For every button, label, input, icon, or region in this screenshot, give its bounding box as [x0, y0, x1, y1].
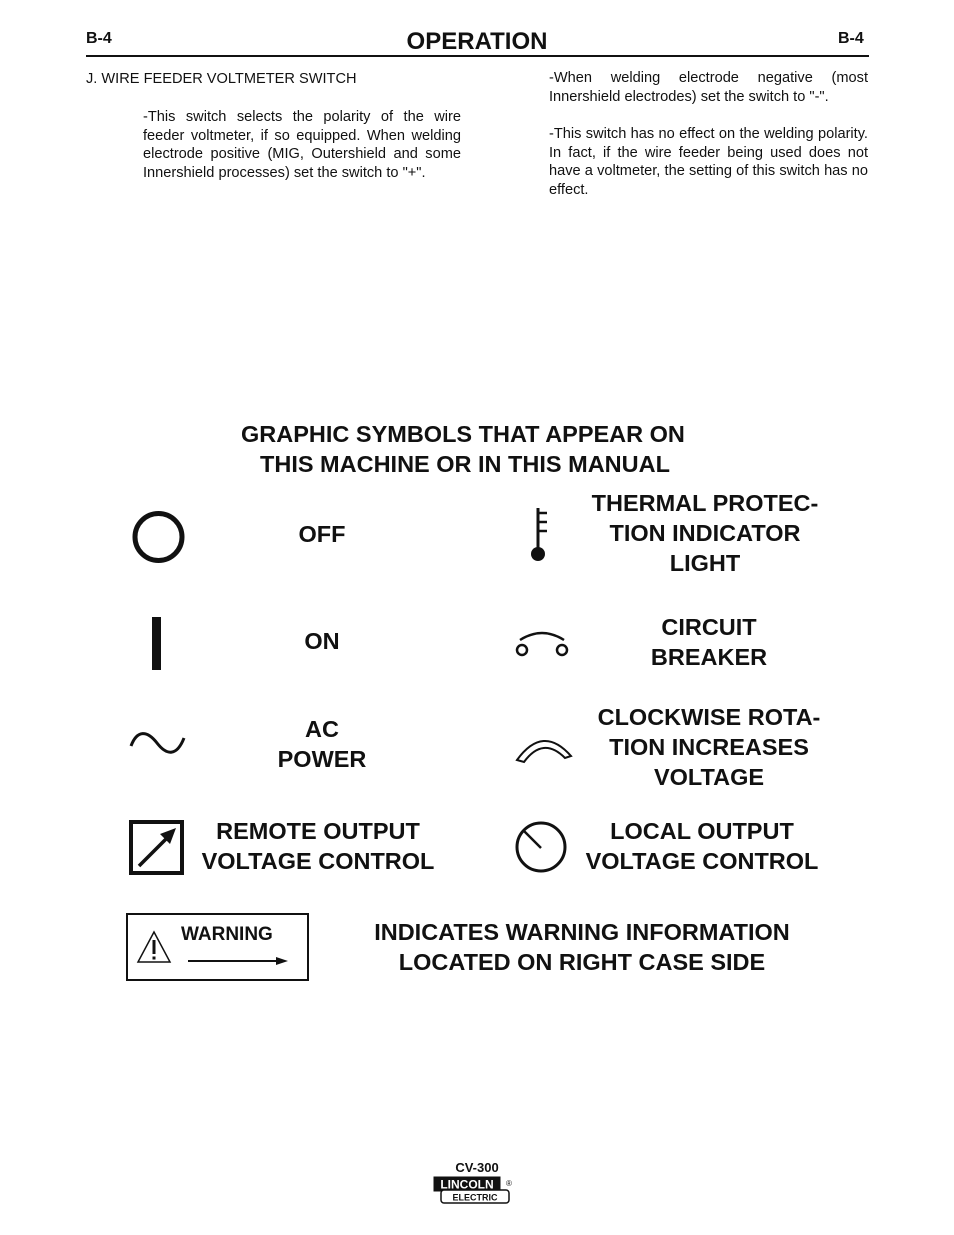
- header-rule: [86, 55, 869, 57]
- warning-box-label: WARNING: [181, 924, 273, 945]
- ac-sine-icon: [129, 728, 189, 758]
- breaker-label-line2: BREAKER: [650, 644, 768, 670]
- on-symbol-icon: [152, 617, 164, 673]
- symbols-title-line1: GRAPHIC SYMBOLS THAT APPEAR ON: [241, 421, 685, 447]
- clockwise-label-line1: CLOCKWISE ROTA-: [597, 704, 821, 730]
- page-number-right: B-4: [838, 30, 864, 47]
- local-control-knob-icon: [514, 820, 570, 876]
- circuit-breaker-icon: [514, 628, 574, 658]
- page-number-left: B-4: [86, 30, 112, 47]
- remote-label-line1: REMOTE OUTPUT: [216, 818, 420, 844]
- right-arrow-icon: [188, 956, 292, 966]
- thermal-label-line2: TION INDICATOR: [609, 520, 801, 546]
- remote-control-icon: [129, 820, 187, 878]
- model-number: CV-300: [455, 1160, 499, 1175]
- thermometer-icon: [525, 505, 555, 565]
- logo-registered-mark: ®: [506, 1179, 512, 1188]
- section-title: OPERATION: [406, 28, 548, 55]
- on-label: ON: [304, 628, 340, 654]
- off-label: OFF: [298, 521, 346, 547]
- local-label-line2: VOLTAGE CONTROL: [585, 848, 819, 874]
- breaker-label-line1: CIRCUIT: [661, 614, 757, 640]
- paragraph-polarity: -This switch selects the polarity of the wire feeder voltmeter, if so equipped. When welding electrode positive (MIG, Outershield and some Innershield processes) set the switch to "+".: [143, 109, 461, 181]
- clockwise-arc-icon: [513, 734, 577, 768]
- warning-desc-line1: INDICATES WARNING INFORMATION: [374, 919, 790, 945]
- warning-desc-line2: LOCATED ON RIGHT CASE SIDE: [398, 949, 766, 975]
- ac-power-label-line1: AC: [305, 716, 339, 742]
- lincoln-electric-logo: [433, 1176, 517, 1206]
- paragraph-no-effect: -This switch has no effect on the welding polarity. In fact, if the wire feeder being used does not have a voltmeter, the setting of this switch has no effect.: [549, 126, 868, 198]
- logo-bottom-text: ELECTRIC: [452, 1192, 498, 1203]
- symbols-title-line2: THIS MACHINE OR IN THIS MANUAL: [260, 451, 670, 477]
- clockwise-label-line3: VOLTAGE: [653, 764, 765, 790]
- local-label-line1: LOCAL OUTPUT: [610, 818, 794, 844]
- remote-label-line2: VOLTAGE CONTROL: [201, 848, 435, 874]
- subsection-heading: J. WIRE FEEDER VOLTMETER SWITCH: [86, 71, 357, 87]
- clockwise-label-line2: TION INCREASES: [609, 734, 809, 760]
- warning-triangle-icon: [137, 930, 173, 964]
- logo-top-text: LINCOLN: [440, 1177, 494, 1192]
- ac-power-label-line2: POWER: [277, 746, 367, 772]
- thermal-label-line1: THERMAL PROTEC-: [591, 490, 819, 516]
- paragraph-negative: -When welding electrode negative (most Innershield electrodes) set the switch to "-".: [549, 70, 868, 105]
- off-symbol-icon: [130, 508, 190, 568]
- thermal-label-line3: LIGHT: [669, 550, 741, 576]
